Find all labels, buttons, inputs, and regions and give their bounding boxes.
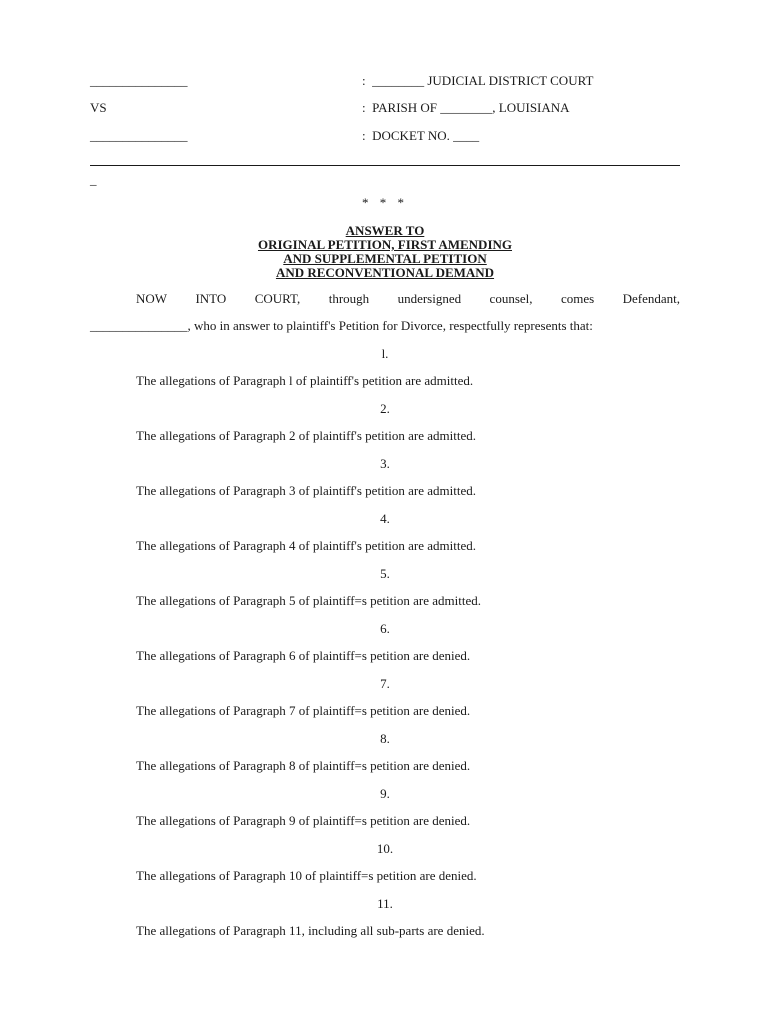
paragraph-number: 4. <box>380 511 390 526</box>
plaintiff-blank: _______________ <box>90 73 188 88</box>
paragraph-number: 6. <box>380 621 390 636</box>
paragraph-text: The allegations of Paragraph 8 of plaintiff=s petition are denied. <box>136 758 471 773</box>
paragraph-number: 2. <box>380 401 390 416</box>
paragraph-text: The allegations of Paragraph 11, including all sub-parts are denied. <box>136 923 485 938</box>
paragraph-text: The allegations of Paragraph l of plaintiff's petition are admitted. <box>136 373 474 388</box>
paragraph-number: 7. <box>380 676 390 691</box>
title-line-2: ORIGINAL PETITION, FIRST AMENDING <box>257 237 513 252</box>
paragraph-number: 5. <box>380 566 390 581</box>
title-line-4: AND RECONVENTIONAL DEMAND <box>275 265 495 280</box>
paragraph-text: The allegations of Paragraph 2 of plaintiff's petition are admitted. <box>136 428 476 443</box>
defendant-blank: _______________ <box>90 128 188 143</box>
caption-row-parish <box>90 99 690 117</box>
intro-line-1 <box>90 291 680 307</box>
paragraph-text: The allegations of Paragraph 7 of plaintiff=s petition are denied. <box>136 703 471 718</box>
paragraph-number: 10. <box>376 841 394 856</box>
intro-word: comes <box>560 291 595 306</box>
caption-divider-tail: _ <box>90 172 97 187</box>
court-name: : ________ JUDICIAL DISTRICT COURT <box>362 73 594 88</box>
paragraph-number: 9. <box>380 786 390 801</box>
intro-line-2: _______________, who in answer to plaintiff's Petition for Divorce, respectfully represents that: <box>90 318 593 333</box>
caption-row-court <box>90 72 690 90</box>
paragraph-text: The allegations of Paragraph 9 of plaintiff=s petition are denied. <box>136 813 471 828</box>
caption-divider <box>90 165 680 166</box>
paragraph-text: The allegations of Paragraph 4 of plaintiff's petition are admitted. <box>136 538 476 553</box>
paragraph-text: The allegations of Paragraph 5 of plaintiff=s petition are admitted. <box>136 593 481 608</box>
paragraph-text: The allegations of Paragraph 6 of plaintiff=s petition are denied. <box>136 648 471 663</box>
document-title <box>0 224 770 280</box>
paragraph-number: 11. <box>377 896 393 911</box>
intro-word: COURT, <box>254 291 301 306</box>
intro-word: Defendant, <box>622 291 680 306</box>
caption-row-docket <box>90 127 690 145</box>
paragraph-number: 3. <box>380 456 390 471</box>
intro-word: NOW <box>136 291 168 306</box>
intro-word: through <box>328 291 370 306</box>
versus-label: VS <box>90 100 107 115</box>
intro-word: INTO <box>195 291 227 306</box>
intro-word: counsel, <box>489 291 533 306</box>
intro-word: undersigned <box>397 291 462 306</box>
paragraph-text: The allegations of Paragraph 10 of plaintiff=s petition are denied. <box>136 868 477 883</box>
parish-name: : PARISH OF ________, LOUISIANA <box>362 100 570 115</box>
section-separator: * * * <box>362 195 408 210</box>
paragraph-number: l. <box>381 346 389 361</box>
title-line-3: AND SUPPLEMENTAL PETITION <box>283 251 487 266</box>
paragraph-number: 8. <box>380 731 390 746</box>
paragraph-text: The allegations of Paragraph 3 of plaintiff's petition are admitted. <box>136 483 476 498</box>
docket-number: : DOCKET NO. ____ <box>362 128 480 143</box>
title-line-1: ANSWER TO <box>345 223 425 238</box>
